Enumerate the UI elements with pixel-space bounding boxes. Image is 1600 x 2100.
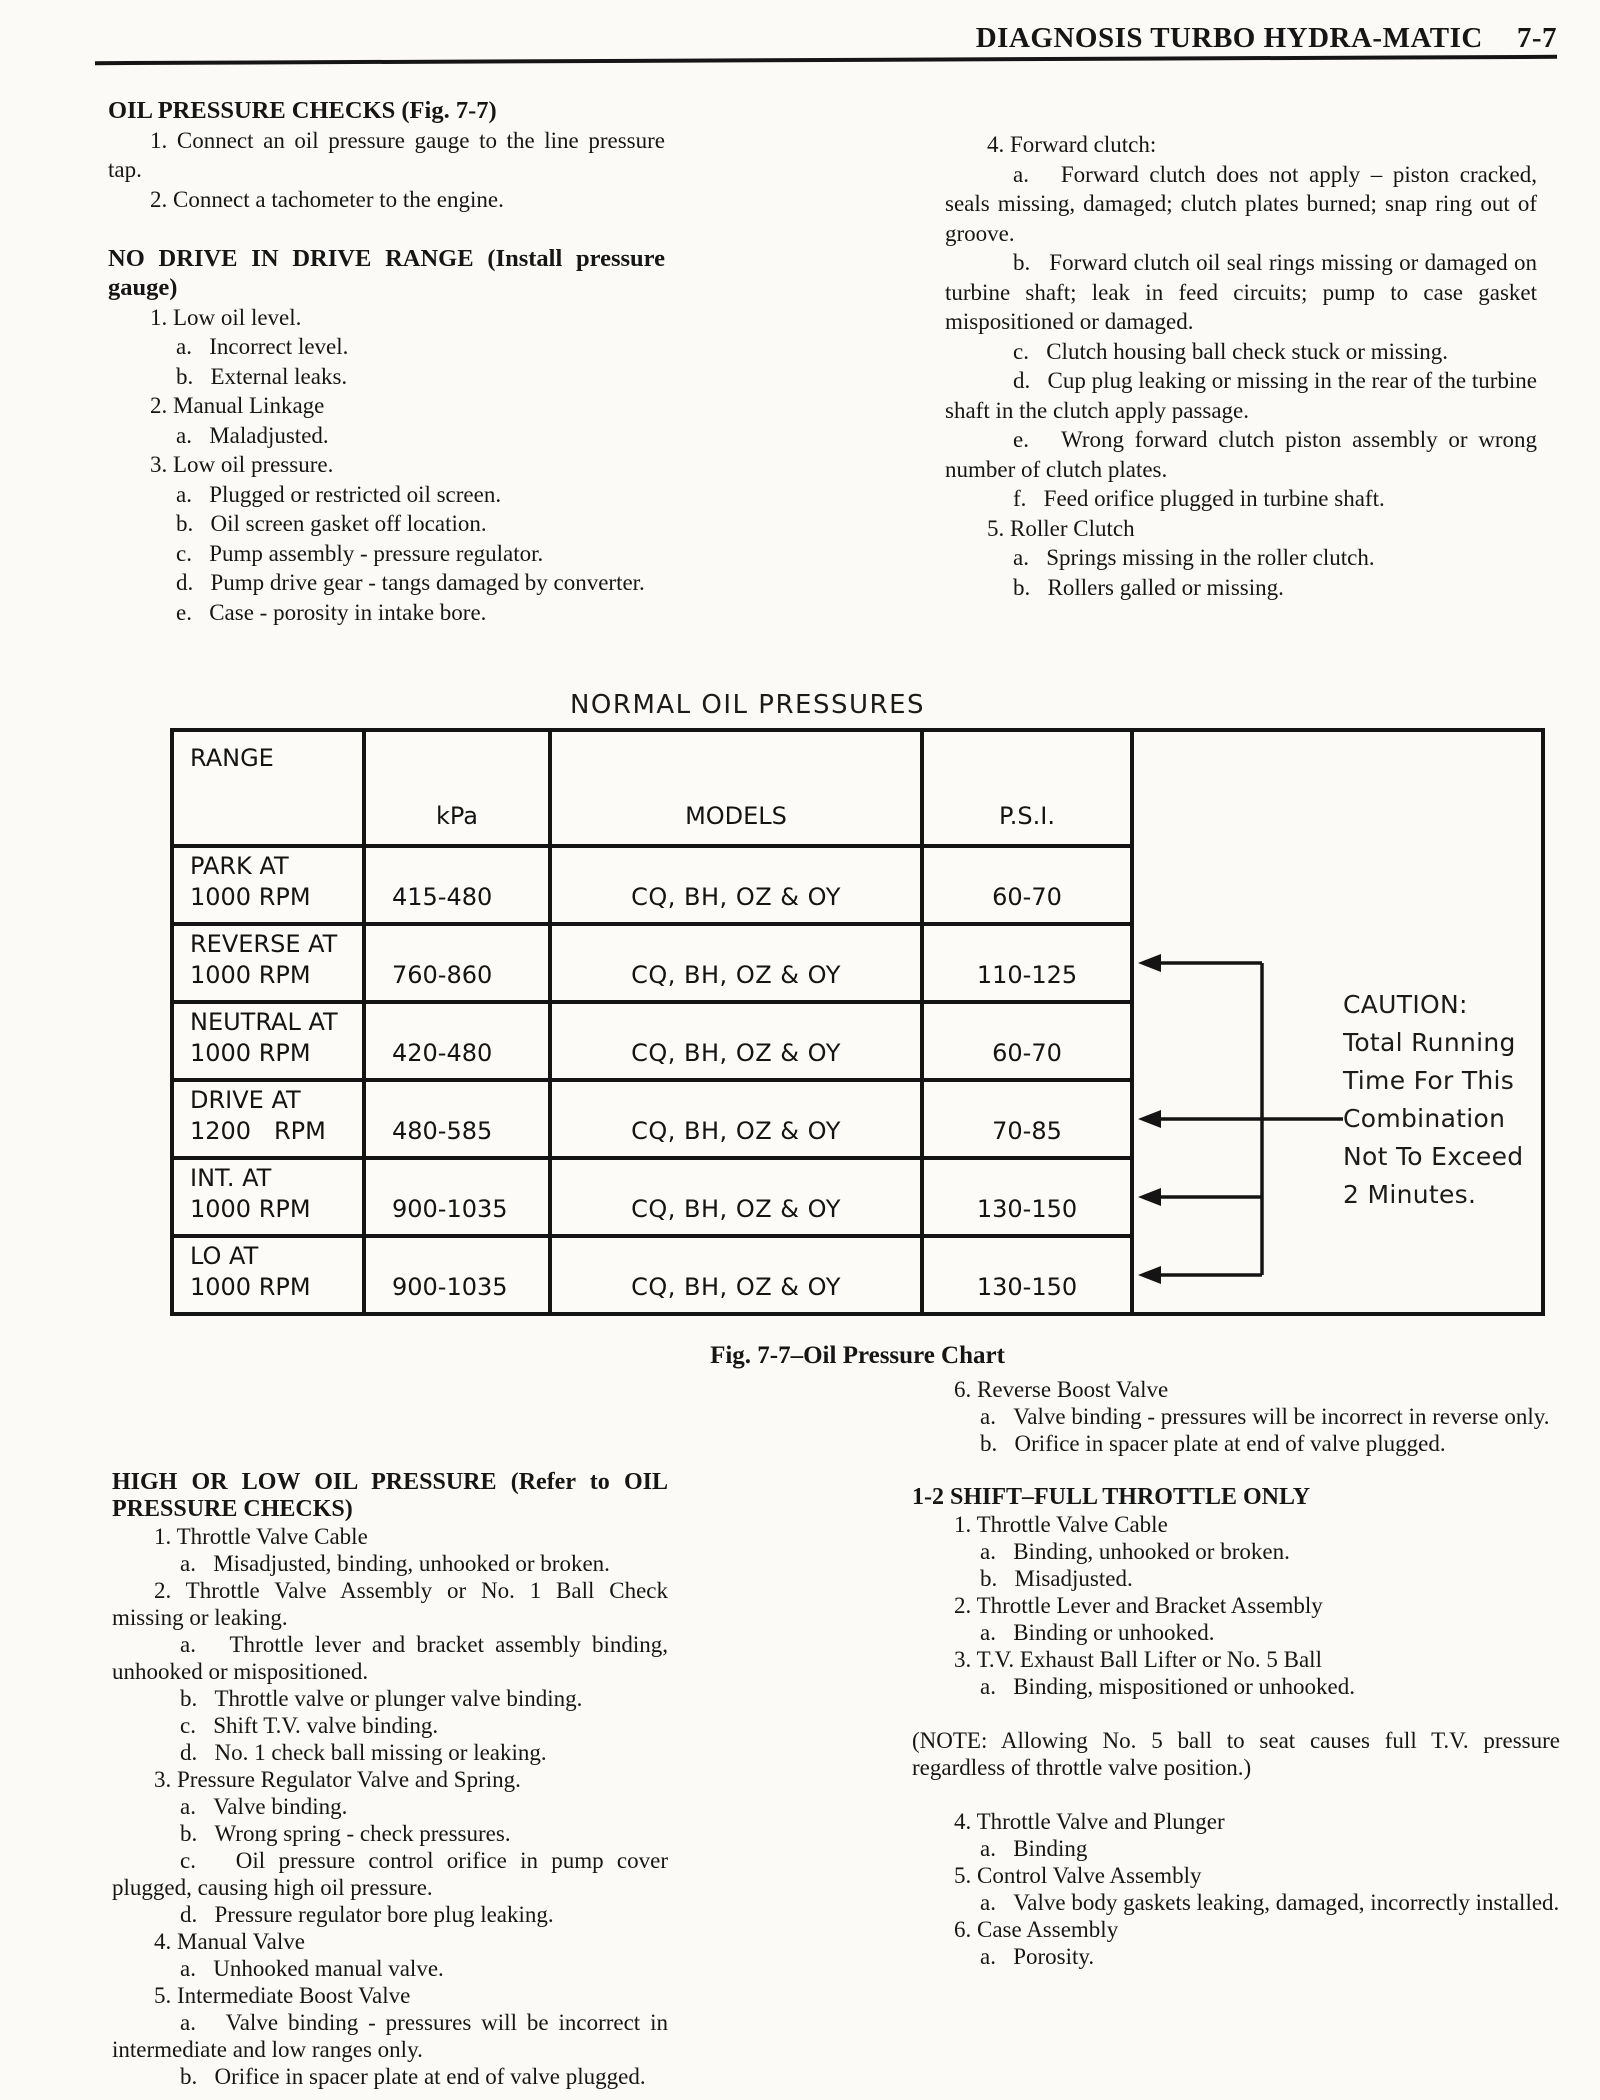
text-line: a. Porosity. (980, 1944, 1095, 1969)
text-line: c. Oil pressure control orifice in pump cover plugged, causing high oil pressure. (112, 1848, 668, 1900)
section-oil-pressure-checks (108, 96, 665, 627)
text-line: b. Forward clutch oil seal rings missing or damaged on turbine shaft; leak in feed circuits; pump to case gasket mispositioned or damaged. (945, 250, 1537, 334)
text-line: 3. Low oil pressure. (150, 452, 334, 477)
text-line: b. Throttle valve or plunger valve binding. (180, 1686, 583, 1711)
kpa-cell: 900-1035 (366, 1160, 548, 1234)
text-line: 2. Throttle Valve Assembly or No. 1 Ball Check missing or leaking. (112, 1578, 668, 1630)
kpa-cell: 480-585 (366, 1082, 548, 1156)
text-line: 1. Low oil level. (150, 304, 302, 330)
text-line: c. Clutch housing ball check stuck or missing. (1013, 338, 1449, 364)
heading: 1-2 SHIFT–FULL THROTTLE ONLY (912, 1484, 1311, 1510)
text-line: a. Binding (980, 1836, 1088, 1861)
text-line: b. External leaks. (176, 363, 348, 389)
header-rule (95, 55, 1557, 65)
caution-line: Time For This (1343, 1066, 1515, 1095)
text-line: 4. Forward clutch: (987, 132, 1157, 157)
kpa-cell: 415-480 (366, 848, 548, 922)
text-line: a. Binding, mispositioned or unhooked. (980, 1674, 1356, 1699)
caution-note (1343, 986, 1548, 1214)
spacer (912, 1700, 1560, 1727)
text-line: d. Pressure regulator bore plug leaking. (180, 1902, 554, 1927)
spacer (912, 1781, 1560, 1808)
text-line: a. Plugged or restricted oil screen. (176, 481, 502, 507)
text-line: a. Valve binding - pressures will be incorrect in reverse only. (980, 1404, 1550, 1429)
text-line: b. Oil screen gasket off location. (176, 511, 487, 536)
column-header: RANGE (174, 732, 362, 844)
text-line: 3. T.V. Exhaust Ball Lifter or No. 5 Ball (954, 1647, 1322, 1672)
page-header (0, 22, 1557, 55)
text-line: e. Wrong forward clutch piston assembly or wrong number of clutch plates. (945, 427, 1537, 482)
text-line: d. Pump drive gear - tangs damaged by converter. (176, 570, 645, 595)
figure-title: NORMAL OIL PRESSURES (569, 690, 926, 720)
text-line: b. Orifice in spacer plate at end of valve plugged. (980, 1431, 1446, 1456)
heading: NO DRIVE IN DRIVE RANGE (Install pressure gauge) (108, 244, 665, 301)
text-line: d. Cup plug leaking or missing in the rear of the turbine shaft in the clutch apply passage. (945, 368, 1537, 423)
text-line: a. Springs missing in the roller clutch. (1013, 545, 1375, 570)
text-line: 2. Throttle Lever and Bracket Assembly (954, 1593, 1323, 1618)
range-cell: PARK AT 1000 RPM (174, 848, 362, 922)
column-header: MODELS (552, 732, 920, 844)
models-cell: CQ, BH, OZ & OY (552, 1004, 920, 1078)
text-line: a. Unhooked manual valve. (180, 1956, 444, 1981)
kpa-cell: 420-480 (366, 1004, 548, 1078)
caution-line: Not To Exceed (1343, 1142, 1524, 1171)
page-header-title: DIAGNOSIS TURBO HYDRA-MATIC (975, 22, 1483, 54)
text-line: a. Binding or unhooked. (980, 1620, 1215, 1645)
text-line: a. Binding, unhooked or broken. (980, 1539, 1290, 1564)
text-line: a. Throttle lever and bracket assembly binding, unhooked or mispositioned. (112, 1632, 668, 1684)
text-line: (NOTE: Allowing No. 5 ball to seat causes full T.V. pressure regardless of throttle valve position.) (912, 1728, 1560, 1780)
caution-line: Total Running (1343, 1028, 1516, 1057)
range-cell: INT. AT 1000 RPM (174, 1160, 362, 1234)
psi-cell: 130-150 (924, 1238, 1130, 1312)
psi-cell: 60-70 (924, 848, 1130, 922)
text-line: 4. Manual Valve (154, 1929, 305, 1954)
caution-line: Combination (1343, 1104, 1506, 1133)
text-line: 5. Control Valve Assembly (954, 1863, 1202, 1888)
text-line: a. Valve binding - pressures will be incorrect in intermediate and low ranges only. (112, 2010, 668, 2062)
text-line: a. Maladjusted. (176, 422, 329, 448)
text-line: a. Incorrect level. (176, 334, 349, 359)
text-line: 2. Connect a tachometer to the engine. (150, 186, 504, 212)
models-cell: CQ, BH, OZ & OY (552, 848, 920, 922)
text-line: b. Orifice in spacer plate at end of valve plugged. (180, 2064, 646, 2089)
models-cell: CQ, BH, OZ & OY (552, 1082, 920, 1156)
text-line: a. Misadjusted, binding, unhooked or broken. (180, 1551, 610, 1576)
text-line: 6. Reverse Boost Valve (954, 1377, 1169, 1402)
text-line: 2. Manual Linkage (150, 393, 325, 418)
range-cell: DRIVE AT 1200 RPM (174, 1082, 362, 1156)
column-header: kPa (366, 732, 548, 844)
text-line: b. Rollers galled or missing. (1013, 574, 1284, 600)
page-number: 7-7 (1516, 22, 1557, 54)
column-header: P.S.I. (924, 732, 1130, 844)
text-line: e. Case - porosity in intake bore. (176, 599, 487, 625)
psi-cell: 110-125 (924, 926, 1130, 1000)
text-line: a. Valve body gaskets leaking, damaged, incorrectly installed. (980, 1890, 1560, 1915)
text-line: b. Wrong spring - check pressures. (180, 1821, 511, 1846)
text-line: 1. Connect an oil pressure gauge to the line pressure tap. (108, 127, 665, 182)
kpa-cell: 900-1035 (366, 1238, 548, 1312)
text-line: d. No. 1 check ball missing or leaking. (180, 1740, 547, 1765)
text-line: 1. Throttle Valve Cable (954, 1512, 1168, 1537)
models-cell: CQ, BH, OZ & OY (552, 926, 920, 1000)
text-line: f. Feed orifice plugged in turbine shaft. (1013, 486, 1385, 511)
range-cell: REVERSE AT 1000 RPM (174, 926, 362, 1000)
figure-caption: Fig. 7-7–Oil Pressure Chart (710, 1342, 1005, 1369)
models-cell: CQ, BH, OZ & OY (552, 1160, 920, 1234)
models-cell: CQ, BH, OZ & OY (552, 1238, 920, 1312)
text-line: a. Forward clutch does not apply – piston cracked, seals missing, damaged; clutch plates burned; snap ring out of groove. (945, 161, 1537, 246)
psi-cell: 130-150 (924, 1160, 1130, 1234)
range-cell: NEUTRAL AT 1000 RPM (174, 1004, 362, 1078)
section-1-2-shift-full-throttle (912, 1376, 1560, 1970)
text-line: 1. Throttle Valve Cable (154, 1524, 368, 1549)
text-line: 6. Case Assembly (954, 1917, 1119, 1942)
psi-cell: 60-70 (924, 1004, 1130, 1078)
text-line: 3. Pressure Regulator Valve and Spring. (154, 1767, 521, 1792)
heading: HIGH OR LOW OIL PRESSURE (Refer to OIL PRESSURE CHECKS) (112, 1469, 668, 1522)
psi-cell: 70-85 (924, 1082, 1130, 1156)
kpa-cell: 760-860 (366, 926, 548, 1000)
spacer (912, 1457, 1560, 1484)
range-cell: LO AT 1000 RPM (174, 1238, 362, 1312)
text-line: a. Valve binding. (180, 1794, 348, 1819)
section-forward-clutch (945, 130, 1537, 602)
spacer (108, 214, 665, 244)
text-line: 5. Intermediate Boost Valve (154, 1983, 411, 2008)
text-line: b. Misadjusted. (980, 1566, 1133, 1591)
heading: OIL PRESSURE CHECKS (Fig. 7-7) (108, 97, 497, 124)
text-line: c. Shift T.V. valve binding. (180, 1713, 439, 1738)
text-line: c. Pump assembly - pressure regulator. (176, 540, 544, 566)
text-line: 5. Roller Clutch (987, 515, 1135, 541)
text-line: 4. Throttle Valve and Plunger (954, 1809, 1225, 1834)
oil-pressure-table (170, 728, 1134, 1316)
caution-line: CAUTION: (1343, 990, 1468, 1019)
caution-line: 2 Minutes. (1343, 1180, 1477, 1209)
section-high-low-oil-pressure (112, 1469, 668, 2090)
